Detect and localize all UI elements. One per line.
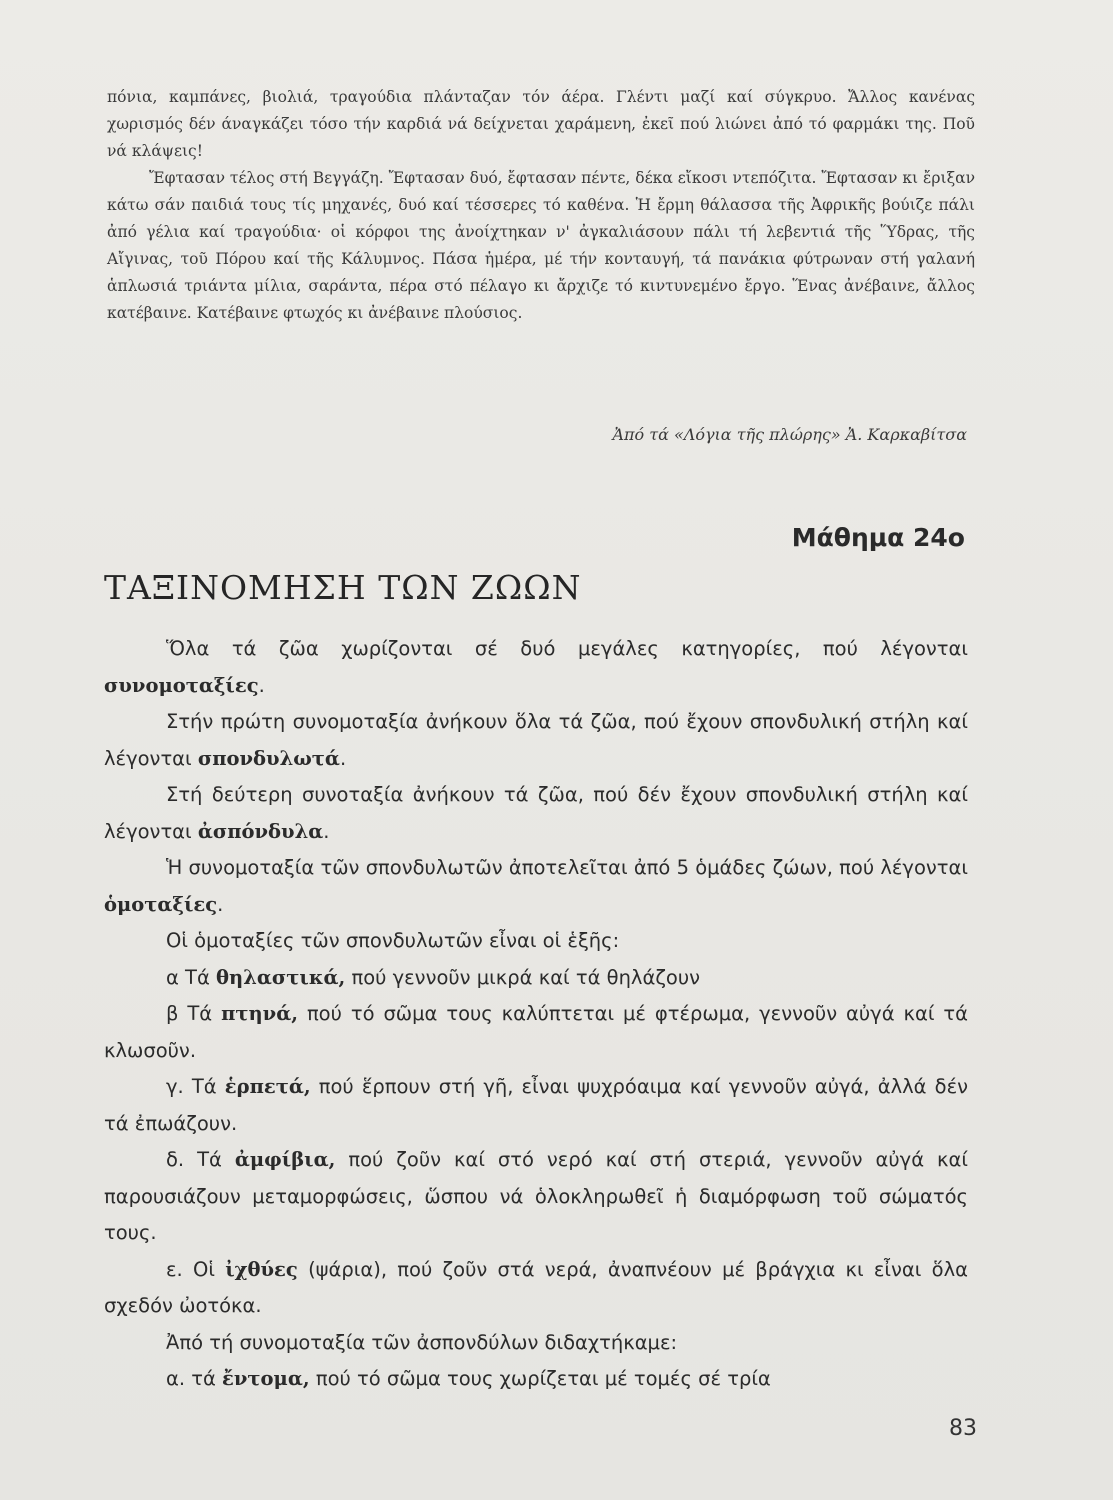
list-item: γ. Τά ἑρπετά, πού ἕρπουν στή γῆ, εἶναι ψυχρόαιμα καί γεννοῦν αὐγά, ἀλλά δέν τά ἐπωάζουν.: [104, 1075, 969, 1135]
key-term: θηλαστικά,: [216, 965, 346, 989]
body-paragraph: Στήν πρώτη συνομοταξία ἀνήκουν ὅλα τά ζῶα, πού ἔχουν σπονδυλική στήλη καί λέγονται σπονδυλωτά.: [104, 710, 968, 770]
list-item: α. τά ἔντομα, πού τό σῶμα τους χωρίζεται μέ τομές σέ τρία: [166, 1367, 771, 1390]
key-term: ὁμοταξίες: [104, 892, 218, 916]
key-term: ἔντομα,: [222, 1367, 310, 1390]
list-item: β Τά πτηνά, πού τό σῶμα τους καλύπτεται μέ φτέρωμα, γεννοῦν αὐγά καί τά κλωσοῦν.: [104, 1002, 968, 1062]
excerpt-paragraph: πόνια, καμπάνες, βιολιά, τραγούδια πλάνταζαν τόν άέρα. Γλέντι μαζί καί σύγκρυο. Ἄλλος κανένας χωρισμός δέν άναγκάζει τόσο τήν καρδιά νά δείχνεται χαράμενη, ἐκεῖ πού λιώνει ἀπό τό φαρμάκι της. Ποῦ νά κλάψεις!: [107, 88, 975, 160]
key-term: ἑρπετά,: [224, 1075, 311, 1098]
literary-excerpt: [107, 84, 975, 327]
body-paragraph: Οἱ ὁμοταξίες τῶν σπονδυλωτῶν εἶναι οἱ ἑξῆς:: [166, 929, 620, 952]
list-item: ε. Οἱ ἰχθύες (ψάρια), πού ζοῦν στά νερά, ἀναπνέουν μέ βράγχια κι εἶναι ὅλα σχεδόν ὠοτόκα.: [104, 1257, 968, 1317]
excerpt-source: Ἀπό τά «Λόγια τῆς πλώρης» Ἀ. Καρκαβίτσα: [612, 425, 967, 444]
key-term: ἀμφίβια,: [234, 1148, 336, 1171]
key-term: σπονδυλωτά: [197, 746, 340, 770]
list-item: δ. Τά ἀμφίβια, πού ζοῦν καί στό νερό καί στή στεριά, γεννοῦν αὐγά καί παρουσιάζουν μεταμορφώσεις, ὥσπου νά ὁλοκληρωθεῖ ἡ διαμόρφωση τοῦ σώματός τους.: [104, 1148, 968, 1244]
body-paragraph: Στή δεύτερη συνοταξία ἀνήκουν τά ζῶα, πού δέν ἔχουν σπονδυλική στήλη καί λέγονται ἀσπόνδυλα.: [104, 783, 968, 843]
page-title: ΤΑΞΙΝΟΜΗΣΗ ΤΩΝ ΖΩΩΝ: [104, 568, 582, 607]
body-paragraph: Ὅλα τά ζῶα χωρίζονται σέ δυό μεγάλες κατηγορίες, πού λέγονται συνομοταξίες.: [104, 637, 968, 697]
body-paragraph: Ἀπό τή συνομοταξία τῶν ἀσπονδύλων διδαχτήκαμε:: [166, 1330, 678, 1354]
list-item: α Τά θηλαστικά, πού γεννοῦν μικρά καί τά θηλάζουν: [166, 965, 701, 989]
key-term: πτηνά,: [221, 1002, 298, 1025]
excerpt-paragraph: Ἔφτασαν τέλος στή Βεγγάζη. Ἔφτασαν δυό, ἔφτασαν πέντε, δέκα εἴκοσι ντεπόζιτα. Ἔφτασαν κι ἔριξαν κάτω σάν παιδιά τους τίς μηχανές, δυό καί τέσσερες τό καθένα. Ἡ ἔρμη θάλασσα τῆς Ἀφρικῆς βούιζε πάλι ἀπό γέλια καί τραγούδια· οἱ κόρφοι της ἀνοίχτηκαν ν' ἀγκαλιάσουν πάλι τή λεβεντιά τῆς Ὕδρας, τῆς Αἴγινας, τοῦ Πόρου καί τῆς Κάλυμνος. Πάσα ἡμέρα, μέ τήν κονταυγή, τά πανάκια φύτρωναν στή γαλανή ἁπλωσιά τριάντα μίλια, σαράντα, πέρα στό πέλαγο κι ἄρχιζε τό κιντυνεμένο ἔργο. Ἕνας ἀνέβαινε, ἄλλος κατέβαινε. Κατέβαινε φτωχός κι ἀνέβαινε πλούσιος.: [107, 169, 975, 322]
body-paragraph: Ἡ συνομοταξία τῶν σπονδυλωτῶν ἀποτελεῖται ἀπό 5 ὁμάδες ζώων, πού λέγονται ὁμοταξίες.: [104, 856, 968, 916]
lesson-body: [104, 631, 968, 1398]
key-term: συνομοταξίες: [104, 673, 259, 697]
lesson-label: Μάθημα 24ο: [791, 523, 965, 552]
key-term: ἰχθύες: [225, 1257, 298, 1281]
page-number: 83: [949, 1416, 977, 1441]
key-term: ἀσπόνδυλα: [197, 819, 324, 843]
